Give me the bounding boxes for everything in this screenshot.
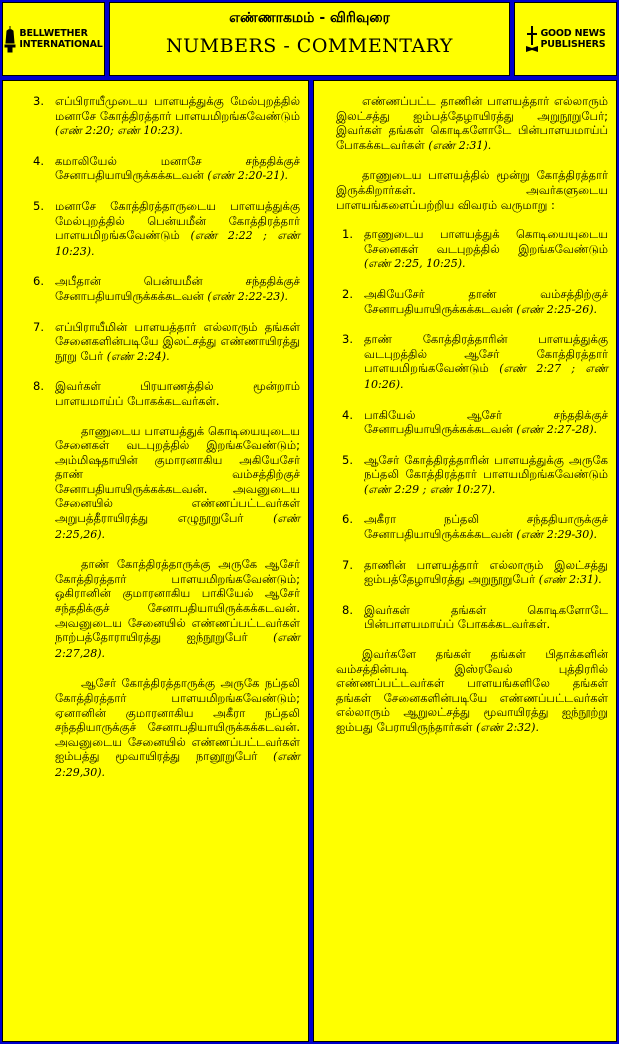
numbered-item xyxy=(342,512,608,542)
paragraph-reference: (எண் 2:31). xyxy=(428,138,492,152)
item-number: 7. xyxy=(33,319,44,334)
item-content: அபீதான் பென்யமீன் சந்ததிக்குச் சேனாபதியாயிருக்கக்கடவன் xyxy=(55,274,300,303)
item-content: எப்பிராயீமுடைய பாளயத்துக்கு மேல்புறத்தில் மனாசே கோத்திரத்தார் பாளயமிறங்கவேண்டும் xyxy=(55,94,300,123)
numbered-item xyxy=(342,558,608,588)
right-column xyxy=(313,80,617,1042)
item-text xyxy=(55,320,300,365)
bellwether-logo-panel xyxy=(2,2,105,76)
item-content: ஆசேர் கோத்திரத்தாரின் பாளயத்துக்கு அருகே நப்தலி கோத்திரத்தார் பாளயமிறங்கவேண்டும் xyxy=(364,452,608,482)
cross-book-icon xyxy=(525,25,537,53)
item-content: அகியேசேர் தாண் வம்சத்திற்குச் சேனாபதியாயிருக்கக்கடவன் xyxy=(364,286,608,316)
item-text xyxy=(364,408,608,438)
numbered-item xyxy=(342,287,608,317)
item-number: 4. xyxy=(342,407,353,422)
item-content: மனாசே கோத்திரத்தாருடைய பாளயத்துக்கு மேல்புறத்தில் பென்யமீன் கோத்திரத்தார் பாளயமிறங்கவேண்டும் xyxy=(55,198,300,243)
item-text xyxy=(55,154,300,184)
item-text xyxy=(364,287,608,317)
item-content: இவர்கள் பிரயாணத்தில் மூன்றாம் பாளயமாய்ப் போகக்கடவர்கள். xyxy=(55,379,300,408)
numbered-item xyxy=(342,408,608,438)
goodnews-logo-text xyxy=(540,28,605,50)
paragraph xyxy=(55,424,300,543)
item-content: பாகியேல் ஆசேர் சந்ததிக்குச் சேனாபதியாயிருக்கக்கடவன் xyxy=(364,407,608,437)
item-number: 2. xyxy=(342,286,353,301)
item-text xyxy=(364,558,608,588)
item-text xyxy=(364,453,608,498)
title-english: NUMBERS - COMMENTARY xyxy=(166,35,453,57)
logo-line: BELLWETHER xyxy=(19,28,88,39)
header-title-panel xyxy=(109,2,510,76)
numbered-item xyxy=(342,453,608,498)
item-reference: (எண் 2:25, 10:25). xyxy=(364,257,466,271)
numbered-item xyxy=(33,274,300,304)
numbered-item xyxy=(33,379,300,408)
item-number: 6. xyxy=(342,512,353,527)
right-item-list xyxy=(342,227,608,632)
numbered-item xyxy=(33,154,300,184)
logo-line: GOOD NEWS xyxy=(540,28,606,39)
item-content: அகீரா நப்தலி சந்ததியாருக்குச் சேனாபதியாயிருக்கக்கடவன் xyxy=(364,512,608,542)
item-number: 8. xyxy=(33,379,44,394)
item-number: 3. xyxy=(342,332,353,347)
item-reference: (எண் 2:24). xyxy=(106,349,170,363)
numbered-item xyxy=(33,94,300,139)
item-content: இவர்கள் தங்கள் கொடிகளோடே பின்பாளயமாய்ப் போகக்கடவர்கள். xyxy=(364,602,608,632)
item-content: தாணின் பாளயத்தார் எல்லாரும் இலட்சத்து ஐம்பத்தேழாயிரத்து அறுநூறுபேர் xyxy=(364,557,608,587)
item-text xyxy=(364,603,608,632)
left-column xyxy=(2,80,309,1042)
item-content: எப்பிராயீமின் பாளயத்தார் எல்லாரும் தங்கள் சேனைகளின்படியே இலட்சத்து எண்ணாயிரத்து நூறு பேர் xyxy=(55,319,300,363)
paragraph-reference: (எண் 2:29,30). xyxy=(55,750,300,779)
numbered-item xyxy=(33,320,300,365)
left-paragraphs xyxy=(55,424,300,781)
item-reference: (எண் 2:20; எண் 10:23). xyxy=(55,124,183,138)
item-reference: (எண் 2:27-28). xyxy=(516,423,597,437)
paragraph-text: எண்ணப்பட்ட தாணின் பாளயத்தார் எல்லாரும் இலட்சத்து ஐம்பத்தேழாயிரத்து அறுநூறுபேர்; இவர்கள் தங்கள் கொடிகளோடே பின்பாளயமாய்ப் போகக்கடவர்கள் xyxy=(336,94,608,152)
paragraph-text: தாணுடைய பாளயத்தில் மூன்று கோத்திரத்தார் இருக்கிறார்கள். அவர்களுடைய பாளயங்களைப்பற்றிய விவரம் வருமாறு : xyxy=(336,168,608,212)
paragraph xyxy=(336,647,608,736)
item-reference: (எண் 2:29 ; எண் 10:27). xyxy=(364,482,496,496)
numbered-item xyxy=(342,603,608,632)
item-reference: (எண் 2:22-23). xyxy=(207,289,288,303)
paragraph-text: ஆசேர் கோத்திரத்தாருக்கு அருகே நப்தலி கோத்திரத்தார் பாளயமிறங்கவேண்டும்; ஏனானின் குமாரனாகிய அகீரா நப்தலி சந்ததியாருக்குச் சேனாபதியாயிருக்கக்கடவன். அவனுடைய சேனையில் எண்ணப்பட்டவர்கள் ஐம்பத்து மூவாயிரத்து நானூறுபேர் xyxy=(55,676,300,764)
logo-line: PUBLISHERS xyxy=(540,39,606,50)
item-number: 4. xyxy=(33,153,44,168)
item-text xyxy=(55,199,300,259)
paragraph xyxy=(55,557,300,661)
paragraph xyxy=(336,94,608,153)
item-number: 7. xyxy=(342,557,353,572)
paragraph xyxy=(336,168,608,212)
item-reference: (எண் 2:22 ; எண் 10:23). xyxy=(55,229,300,258)
item-number: 6. xyxy=(33,274,44,289)
item-text xyxy=(364,332,608,392)
item-reference: (எண் 2:29-30). xyxy=(516,528,597,542)
item-number: 5. xyxy=(33,198,44,213)
title-tamil: எண்ணாகமம் - விரிவுரை xyxy=(229,10,390,26)
item-text xyxy=(55,94,300,139)
numbered-item xyxy=(342,332,608,392)
right-paragraphs xyxy=(336,94,608,212)
paragraph-reference: (எண் 2:25,26). xyxy=(55,512,300,541)
item-text xyxy=(364,227,608,272)
item-number: 8. xyxy=(342,602,353,617)
item-number: 1. xyxy=(342,227,353,242)
bell-icon xyxy=(4,25,16,53)
paragraph-reference: (எண் 2:27,28). xyxy=(55,631,300,660)
right-closing xyxy=(336,647,608,736)
paragraph-text: தாண் கோத்திரத்தாருக்கு அருகே ஆசேர் கோத்திரத்தார் பாளயமிறங்கவேண்டும்; ஒகிரானின் குமாரனாகிய பாகியேல் ஆசேர் சந்ததிக்குச் சேனாபதியாயிருக்கக்கடவன். அவனுடைய சேனையில் எண்ணப்பட்டவர்கள் நாற்பத்தோராயிரத்து ஐந்நூறுபேர் xyxy=(55,557,300,645)
item-reference: (எண் 2:20-21). xyxy=(207,169,288,183)
item-reference: (எண் 2:27 ; எண் 10:26). xyxy=(364,362,608,391)
numbered-item xyxy=(33,199,300,259)
left-item-list xyxy=(33,94,300,409)
paragraph-text: தாணுடைய பாளயத்துக் கொடியையுடைய சேனைகள் வடபுறத்தில் இறங்கவேண்டும்; அம்மிஷதாயின் குமாரனாகிய அகியேசேர் தாண் வம்சத்திற்குச் சேனாபதியாயிருக்கக்கடவன். அவனுடைய சேனையில் எண்ணப்பட்டவர்கள் அறுபத்தீராயிரத்து எழுநூறுபேர் xyxy=(55,423,300,526)
goodnews-logo-panel xyxy=(514,2,617,76)
item-text xyxy=(55,379,300,408)
item-content: கமாலியேல் மனாசே சந்ததிக்குச் சேனாபதியாயிருக்கக்கடவன் xyxy=(55,153,300,183)
item-reference: (எண் 2:25-26). xyxy=(516,302,597,316)
item-content: தாணுடைய பாளயத்துக் கொடியையுடைய சேனைகள் வடபுறத்தில் இறங்கவேண்டும் xyxy=(364,227,608,256)
item-number: 3. xyxy=(33,94,44,108)
logo-line: INTERNATIONAL xyxy=(19,39,103,50)
item-reference: (எண் 2:31). xyxy=(538,573,602,587)
numbered-item xyxy=(342,227,608,272)
paragraph xyxy=(55,676,300,780)
item-content: தாண் கோத்திரத்தாரின் பாளயத்துக்கு வடபுறத்தில் ஆசேர் கோத்திரத்தார் பாளயமிறங்கவேண்டும் xyxy=(364,332,608,376)
item-number: 5. xyxy=(342,452,353,467)
paragraph-reference: (எண் 2:32). xyxy=(476,721,539,734)
item-text xyxy=(55,274,300,304)
paragraph-text: இவர்களே தங்கள் தங்கள் பிதாக்களின் வம்சத்தின்படி இஸ்ரவேல் புத்திரரில் எண்ணப்பட்டவர்கள் பாளயங்களிலே தங்கள் தங்கள் சேனைகளின்படியே எண்ணப்பட்டவர்கள் எல்லாரும் ஆறுலட்சத்து மூவாயிரத்து ஐந்நூற்று ஐம்பது பேராயிருந்தார்கள் xyxy=(336,647,608,734)
bellwether-logo-text xyxy=(19,28,102,50)
item-text xyxy=(364,512,608,542)
